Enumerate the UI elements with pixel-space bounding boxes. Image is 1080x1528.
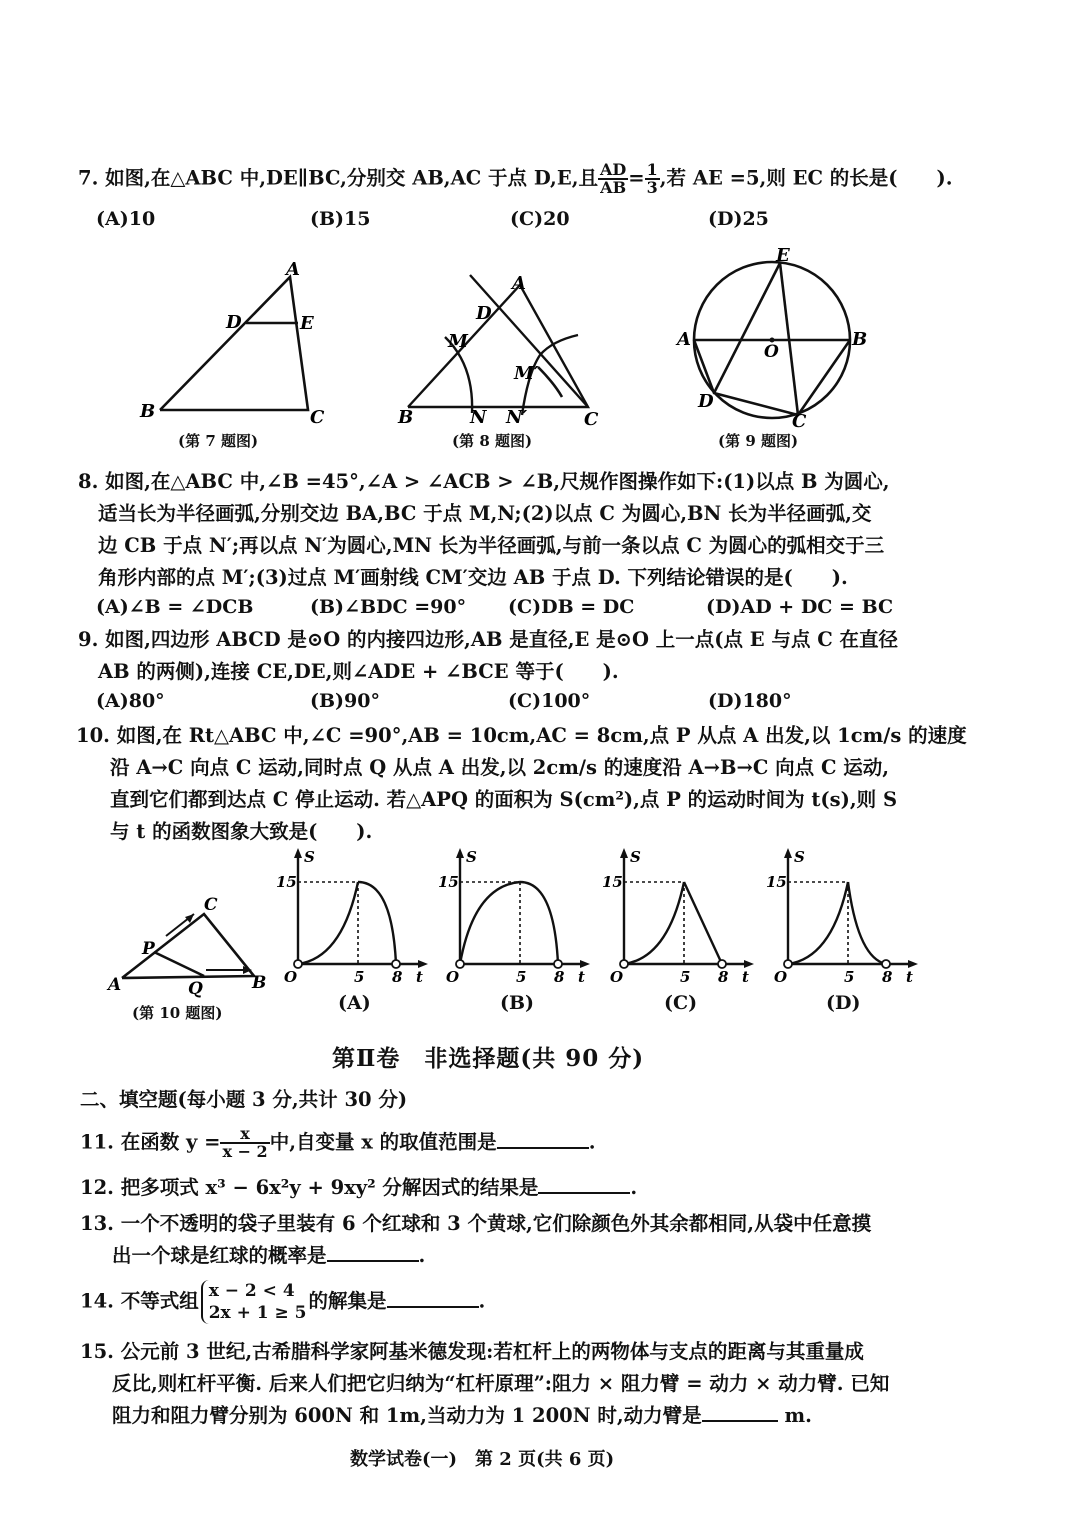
q10-line-1: 10. 如图,在 Rt△ABC 中,∠C =90°,AB = 10cm,AC = 8cm,点 P 从点 A 出发,以 1cm/s 的速度 [76,724,967,747]
q7-fraction-one-third [645,162,660,196]
fig8-ray-cm [470,275,588,407]
q7-option-d: (D)25 [708,208,769,230]
fig8-label-a: A [512,273,526,294]
graph-a-option: (A) [338,992,371,1014]
q13-answer-blank[interactable] [327,1244,419,1262]
graph-d-curve-1 [788,882,848,964]
graph-d-origin: O [774,968,788,986]
q7-frac1-num: AD [599,160,627,179]
figure-7 [130,255,340,430]
graph-d-x-label: t [906,968,913,986]
graph-d-option: (D) [826,992,861,1014]
graph-b-curve-2 [520,882,558,964]
graph-b-x-label: t [578,968,585,986]
q11-pre: 11. 在函数 y = [80,1130,221,1154]
q14-end: . [478,1289,486,1313]
graph-c-x-tick-5: 5 [680,968,691,986]
fig7-caption: (第 7 题图) [178,432,259,450]
q7-stem [78,162,953,196]
graph-b-x-tick-8: 8 [554,968,565,986]
q14-pre: 14. 不等式组 [80,1289,199,1313]
graph-d-curve-2 [848,882,886,964]
q11-end: . [588,1130,596,1154]
fig10-segment-pq [154,952,204,976]
q12 [80,1172,637,1203]
graph-c-y-tick: 15 [602,873,623,891]
figure-8 [390,255,615,435]
graph-c-origin: O [610,968,624,986]
graph-c [598,846,758,996]
fig10-label-c: C [204,895,218,915]
graph-a-x-tick-5: 5 [354,968,365,986]
q11-fraction [220,1126,269,1160]
graph-a [272,846,432,996]
q8-option-b: (B)∠BDC =90° [310,596,467,618]
graph-a-end-dot [392,960,400,968]
q7-stem-a: 7. 如图,在△ABC 中,DE∥BC,分别交 AB,AC 于点 D,E,且 [78,166,598,190]
q15-answer-blank[interactable] [702,1404,778,1422]
q11-answer-blank[interactable] [497,1131,589,1149]
graph-d-origin-dot [784,960,792,968]
graph-a-guide [298,882,358,964]
q10-line-4: 与 t 的函数图象大致是( ). [110,820,373,843]
graph-d-y-arrow-icon [784,848,792,858]
graph-d-x-tick-5: 5 [844,968,855,986]
graph-d [762,846,922,996]
fig8-label-b: B [398,407,414,428]
graph-d-x-tick-8: 8 [882,968,893,986]
q14-inequality-system [201,1280,307,1324]
fig10-label-q: Q [188,979,203,999]
q7-option-c: (C)20 [510,208,570,230]
graph-c-x-tick-8: 8 [718,968,729,986]
graph-b-option: (B) [500,992,535,1014]
graph-d-guide [788,882,848,964]
q14-ineq-1: x − 2 < 4 [208,1281,295,1301]
graph-d-x-arrow-icon [908,960,918,968]
section-2-heading: 二、填空题(每小题 3 分,共计 30 分) [80,1088,408,1111]
fig9-label-d: D [698,391,714,412]
page-footer: 数学试卷(一) 第 2 页(共 6 页) [350,1449,615,1470]
graph-a-y-arrow-icon [294,848,302,858]
q7-stem-b: ,若 AE =5,则 EC 的长是( ). [659,166,953,190]
q15-line-2: 反比,则杠杆平衡. 后来人们把它归纳为“杠杆原理”:阻力 × 阻力臂 = 动力 × 动力臂. 已知 [112,1372,890,1395]
fig8-label-m-prime: M′ [514,363,539,384]
fig8-label-n: N [470,407,487,428]
fig7-label-c: C [310,407,325,428]
q11-den: x − 2 [222,1142,268,1161]
q11-num: x [220,1126,269,1144]
graph-a-curve-1 [298,882,358,964]
q9-option-d: (D)180° [708,690,792,712]
q12-text: 12. 把多项式 x³ − 6x²y + 9xy² 分解因式的结果是 [80,1176,539,1199]
q15-line-1: 15. 公元前 3 世纪,古希腊科学家阿基米德发现:若杠杆上的两物体与支点的距离与其重量成 [80,1340,864,1363]
fig7-label-b: B [140,401,156,422]
graph-b-x-tick-5: 5 [516,968,527,986]
graph-b-y-arrow-icon [456,848,464,858]
graph-a-curve-2 [358,882,396,964]
graph-c-x-arrow-icon [744,960,754,968]
q10-line-3: 直到它们都到达点 C 停止运动. 若△APQ 的面积为 S(cm²),点 P 的运动时间为 t(s),则 S [110,788,898,811]
q12-answer-blank[interactable] [538,1176,630,1194]
q8-option-a: (A)∠B = ∠DCB [96,596,254,618]
q9-option-c: (C)100° [508,690,591,712]
fig8-triangle [408,285,588,407]
fig7-triangle [160,277,308,410]
q13-line-1: 13. 一个不透明的袋子里装有 6 个红球和 3 个黄球,它们除颜色外其余都相同,从袋中任意摸 [80,1212,872,1235]
graph-d-y-tick: 15 [766,873,787,891]
graph-c-line [684,882,722,964]
q8-option-c: (C)DB = DC [508,596,635,618]
graph-c-curve [624,882,684,964]
fig9-label-c: C [792,411,807,430]
graph-b-y-label: S [466,848,477,866]
q7-option-b: (B)15 [310,208,371,230]
graph-b [434,846,594,996]
fig8-arc-m-prime [538,367,562,397]
graph-c-guide [624,882,684,964]
q8-line-1: 8. 如图,在△ABC 中,∠B =45°,∠A > ∠ACB > ∠B,尺规作图操作如下:(1)以点 B 为圆心, [78,470,890,493]
q13-end: . [418,1244,426,1267]
graph-a-y-tick: 15 [276,873,297,891]
q14-answer-blank[interactable] [387,1290,479,1308]
fig10-label-p: P [142,939,155,959]
fig9-label-a: A [677,329,691,350]
graph-c-origin-dot [620,960,628,968]
fig8-label-d: D [476,303,492,324]
graph-c-y-arrow-icon [620,848,628,858]
q9-line-2: AB 的两侧),连接 CE,DE,则∠ADE + ∠BCE 等于( ). [98,660,619,683]
graph-a-x-arrow-icon [418,960,428,968]
q7-equals: = [628,166,645,190]
q8-line-3: 边 CB 于点 N′;再以点 N′为圆心,MN 长为半径画弧,与前一条以点 C 为圆心的弧相交于三 [98,534,885,557]
graph-a-origin-dot [294,960,302,968]
q14 [80,1280,485,1324]
q14-ineq-2: 2x + 1 ≥ 5 [208,1303,307,1323]
q8-line-4: 角形内部的点 M′;(3)过点 M′画射线 CM′交边 AB 于点 D. 下列结论错误的是( ). [98,566,848,589]
graph-c-y-label: S [630,848,641,866]
figure-9 [672,245,872,430]
graph-b-origin: O [446,968,460,986]
q7-frac2-num: 1 [646,160,658,179]
q8-option-d: (D)AD + DC = BC [706,596,894,618]
q13-line-2 [112,1240,425,1271]
fig10-label-a: A [108,975,122,995]
graph-a-y-label: S [304,848,315,866]
graph-d-end-dot [882,960,890,968]
q11 [80,1126,595,1160]
section-2-title: 第Ⅱ卷 非选择题(共 90 分) [332,1045,645,1072]
fig9-label-b: B [852,329,868,350]
q13-line-2-text: 出一个球是红球的概率是 [112,1244,327,1267]
q15-unit: m. [784,1404,812,1427]
graph-b-origin-dot [456,960,464,968]
q7-frac1-den: AB [600,178,627,197]
graph-b-end-dot [554,960,562,968]
q7-fraction-ad-ab [598,162,628,196]
graph-d-y-label: S [794,848,805,866]
fig8-caption: (第 8 题图) [452,432,533,450]
q12-end: . [630,1176,638,1199]
graph-b-x-arrow-icon [580,960,590,968]
fig8-label-m: M [448,331,468,352]
q9-line-1: 9. 如图,四边形 ABCD 是⊙O 的内接四边形,AB 是直径,E 是⊙O 上一点(点 E 与点 C 在直径 [78,628,899,651]
fig7-label-e: E [300,313,314,334]
fig9-caption: (第 9 题图) [718,432,799,450]
graph-c-end-dot [718,960,726,968]
q14-post: 的解集是 [308,1289,387,1313]
q9-option-b: (B)90° [310,690,380,712]
fig10-label-b: B [252,973,267,993]
graph-a-origin: O [284,968,298,986]
graph-c-option: (C) [664,992,698,1014]
fig9-segment-ed [714,263,780,393]
fig7-label-d: D [226,312,242,333]
fig9-label-o: O [764,342,779,362]
graph-a-x-tick-8: 8 [392,968,403,986]
fig10-caption: (第 10 题图) [132,1004,223,1022]
q15-line-3 [112,1400,812,1431]
graph-c-x-label: t [742,968,749,986]
q11-post: 中,自变量 x 的取值范围是 [269,1130,497,1154]
fig7-label-a: A [286,259,300,280]
q7-frac2-den: 3 [646,178,658,197]
q15-line-3-text: 阻力和阻力臂分别为 600N 和 1m,当动力为 1 200N 时,动力臂是 [112,1404,702,1427]
q10-line-2: 沿 A→C 向点 C 运动,同时点 Q 从点 A 出发,以 2cm/s 的速度沿 A→B→C 向点 C 运动, [110,756,890,779]
figure-10 [106,890,276,1000]
q7-option-a: (A)10 [96,208,156,230]
q9-option-a: (A)80° [96,690,165,712]
graph-b-y-tick: 15 [438,873,459,891]
graph-a-x-label: t [416,968,423,986]
fig8-label-c: C [584,409,599,430]
graph-b-curve-1 [460,882,520,964]
fig8-label-n-prime: N′ [506,407,528,428]
q8-line-2: 适当长为半径画弧,分别交边 BA,BC 于点 M,N;(2)以点 C 为圆心,BN 长为半径画弧,交 [98,502,872,525]
fig9-label-e: E [776,245,790,266]
